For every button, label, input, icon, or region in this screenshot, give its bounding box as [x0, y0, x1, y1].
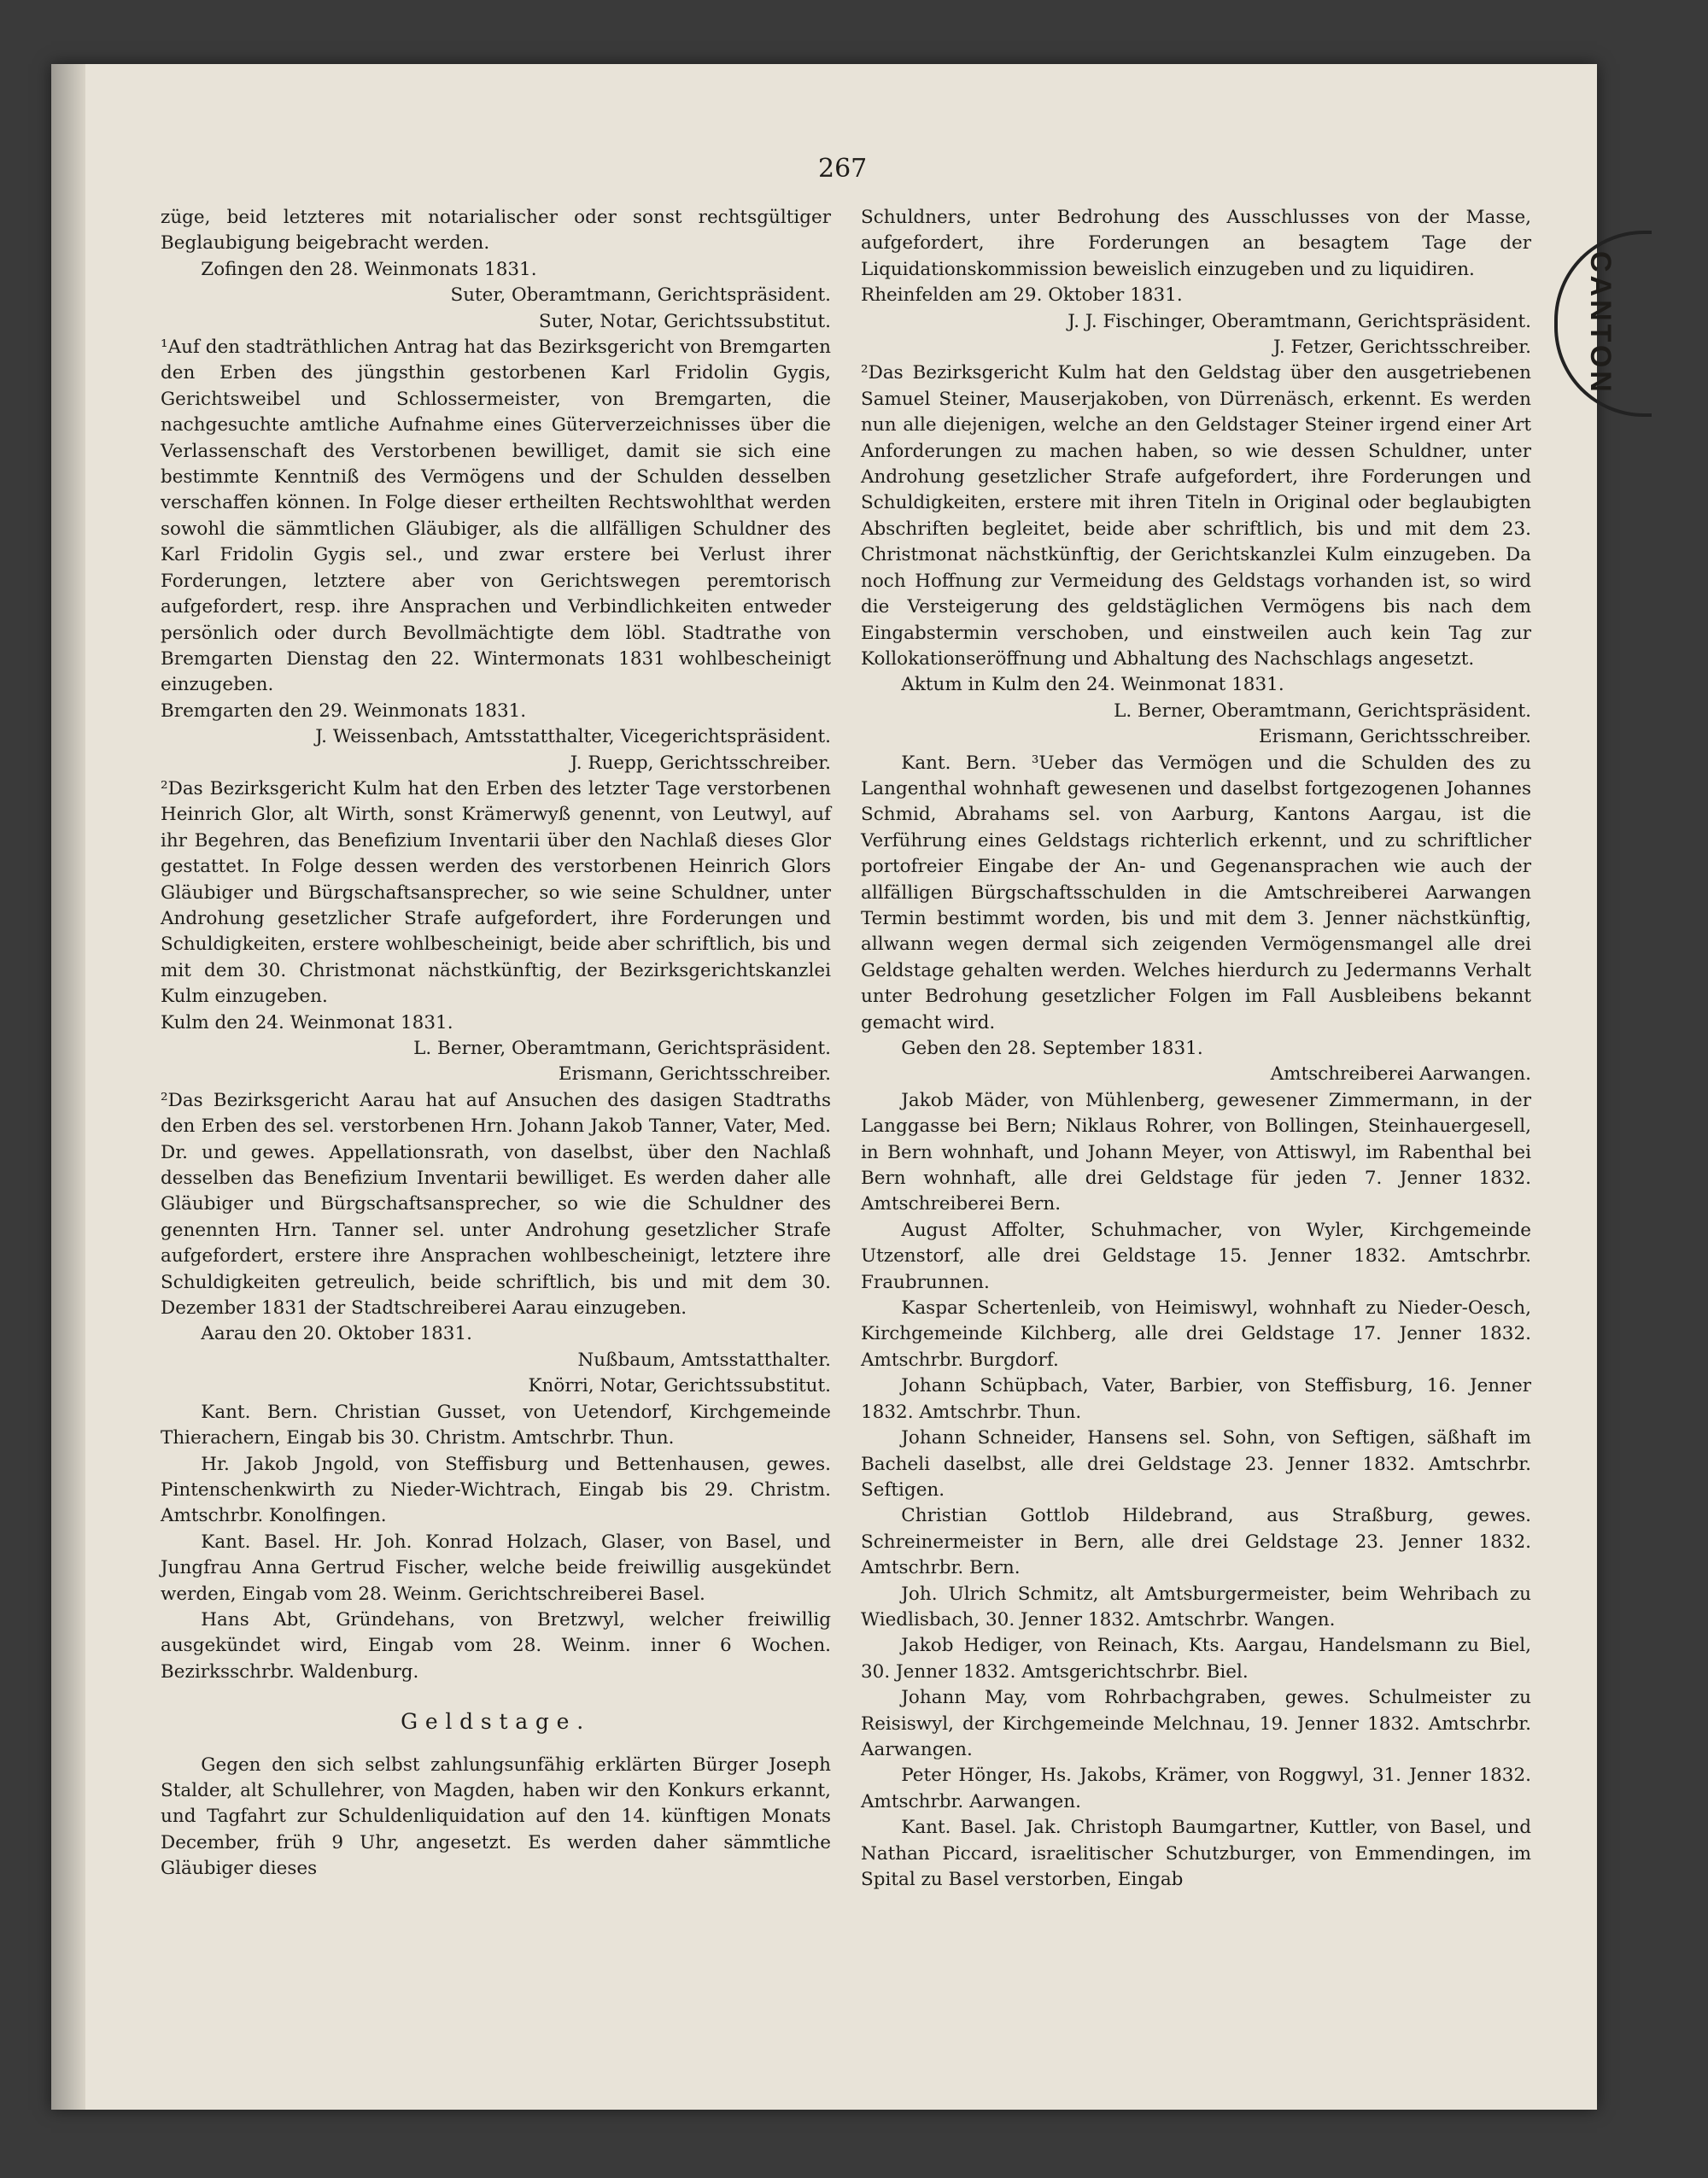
- text-paragraph: Jakob Mäder, von Mühlenberg, gewesener Zimmermann, in der Langgasse bei Bern; Niklaus Rohrer, von Bollingen, Steinhauergesell, in Bern wohnhaft, und Johann Meyer, von Attiswyl, im Rabenthal bei Bern wohnhaft, alle drei Geldstage für jeden 7. Jenner 1832. Amtschreiberei Bern.: [861, 1089, 1531, 1215]
- text-paragraph: Zofingen den 28. Weinmonats 1831.: [201, 258, 537, 280]
- text-paragraph: Johann Schüpbach, Vater, Barbier, von Steffisburg, 16. Jenner 1832. Amtschrbr. Thun.: [861, 1375, 1531, 1423]
- text-paragraph: August Affolter, Schuhmacher, von Wyler, Kirchgemeinde Utzenstorf, alle drei Geldstage 15. Jenner 1832. Amtschrbr. Fraubrunnen.: [861, 1219, 1531, 1293]
- text-paragraph: ²Das Bezirksgericht Kulm hat den Geldstag über den ausgetriebenen Samuel Steiner, Mauserjakoben, von Dürrenäsch, erkennt. Es werden nun alle diejenigen, welche an den Geldstager Steiner irgend einer Art Anforderungen zu machen haben, so wie dessen Schuldner, unter Androhung gesetzlicher Strafe aufgefordert, ihre Forderungen und Schuldigkeiten, erstere mit ihren Titeln in Original oder beglaubigten Abschriften begleitet, beide aber schriftlich, bis und mit dem 23. Christmonat nächstkünftig, der Gerichtskanzlei Kulm einzugeben. Da noch Hoffnung zur Vermeidung des Geldstags vorhanden ist, so wird die Versteigerung des geldstäglichen Vermögens bis nach dem Eingabstermin verschoben, und einstweilen auch kein Tag zur Kollokationseröffnung und Abhaltung des Nachschlags angesetzt.: [861, 362, 1531, 670]
- text-paragraph: Hans Abt, Gründehans, von Bretzwyl, welcher freiwillig ausgekündet wird, Eingab vom 28. Weinm. inner 6 Wochen. Bezirksschrbr. Waldenburg.: [161, 1608, 831, 1683]
- text-paragraph: Aktum in Kulm den 24. Weinmonat 1831.: [901, 674, 1284, 696]
- stamp-text: CANTON: [1584, 251, 1617, 395]
- text-paragraph: ²Das Bezirksgericht Aarau hat auf Ansuchen des dasigen Stadtraths den Erben des sel. verstorbenen Hrn. Johann Jakob Tanner, Vater, Med. Dr. und gewes. Appellationsrath, von daselbst, über den Nachlaß desselben das Benefizium Inventarii bewilliget. Es werden daher alle Gläubiger und Bürgschaftsansprecher, so wie die Schuldner des genennten Hrn. Tanner sel. unter Androhung gesetzlicher Strafe aufgefordert, erstere ihre Ansprachen wohlbescheinigt, letztere ihre Schuldigkeiten getreulich, beide schriftlich, bis und mit dem 30. Dezember 1831 der Stadtschreiberei Aarau einzugeben.: [161, 1089, 831, 1320]
- text-paragraph: Rheinfelden am 29. Oktober 1831.: [861, 284, 1183, 307]
- text-paragraph: Joh. Ulrich Schmitz, alt Amtsburgermeister, beim Wehribach zu Wiedlisbach, 30. Jenner 1832. Amtschrbr. Wangen.: [861, 1583, 1531, 1631]
- canton-stamp: [1554, 231, 1652, 417]
- text-paragraph: züge, beid letzteres mit notarialischer oder sonst rechtsgültiger Beglaubigung beigebracht werden.: [161, 207, 831, 255]
- text-paragraph: Bremgarten den 29. Weinmonats 1831.: [161, 700, 527, 722]
- text-paragraph: Gegen den sich selbst zahlungsunfähig erklärten Bürger Joseph Stalder, alt Schullehrer, von Magden, haben wir den Konkurs erkannt, und Tagfahrt zur Schuldenliquidation auf den 14. künftigen Monats December, früh 9 Uhr, angesetzt. Es werden daher sämmtliche Gläubiger dieses: [161, 1754, 831, 1880]
- text-paragraph: Kaspar Schertenleib, von Heimiswyl, wohnhaft zu Nieder-Oesch, Kirchgemeinde Kilchberg, alle drei Geldstage 17. Jenner 1832. Amtschrbr. Burgdorf.: [861, 1297, 1531, 1371]
- signature-line: J. Fetzer, Gerichtsschreiber.: [1272, 337, 1531, 359]
- text-paragraph: Aarau den 20. Oktober 1831.: [201, 1323, 472, 1345]
- text-paragraph: Kant. Basel. Hr. Joh. Konrad Holzach, Glaser, von Basel, und Jungfrau Anna Gertrud Fischer, welche beide freiwillig ausgekündet werden, Eingab vom 28. Weinm. Gerichtschreiberei Basel.: [161, 1531, 831, 1605]
- text-paragraph: Geben den 28. September 1831.: [901, 1038, 1203, 1059]
- text-paragraph: Johann Schneider, Hansens sel. Sohn, von Seftigen, säßhaft im Bacheli daselbst, alle drei Geldstage 23. Jenner 1832. Amtschrbr. Seftigen.: [861, 1427, 1531, 1501]
- text-paragraph: ¹Auf den stadträthlichen Antrag hat das Bezirksgericht von Bremgarten den Erben des jüngsthin gestorbenen Karl Fridolin Gygis, Gerichtsweibel und Schlossermeister, von Bremgarten, die nachgesuchte amtliche Aufnahme eines Güterverzeichnisses über die Verlassenschaft des Verstorbenen bewilliget, damit sie sich eine bestimmte Kenntniß des Vermögens und der Schulden desselben verschaffen können. In Folge dieser ertheilten Rechtswohlthat werden sowohl die sämmtlichen Gläubiger, als die allfälligen Schuldner des Karl Fridolin Gygis sel., und zwar erstere bei Verlust ihrer Forderungen, letztere aber von Gerichtswegen peremtorisch aufgefordert, resp. ihre Ansprachen und Verbindlichkeiten entweder persönlich oder durch Bevollmächtigte dem löbl. Stadtrathe von Bremgarten Dienstag den 22. Wintermonats 1831 wohlbescheinigt einzugeben.: [161, 337, 831, 696]
- signature-line: Nußbaum, Amtsstatthalter.: [577, 1349, 831, 1371]
- text-paragraph: Christian Gottlob Hildebrand, aus Straßburg, gewes. Schreinermeister in Bern, alle drei Geldstage 23. Jenner 1832. Amtschrbr. Bern.: [861, 1505, 1531, 1579]
- signature-line: J. Ruepp, Gerichtsschreiber.: [570, 752, 831, 774]
- page-number: 267: [818, 154, 868, 184]
- signature-line: Suter, Oberamtmann, Gerichtspräsident.: [450, 284, 831, 307]
- text-paragraph: Schuldners, unter Bedrohung des Ausschlusses von der Masse, aufgefordert, ihre Forderungen an besagtem Tage der Liquidationskommission beweislich einzugeben und zu liquidiren.: [861, 207, 1531, 280]
- signature-line: J. J. Fischinger, Oberamtmann, Gerichtspräsident.: [1068, 310, 1531, 332]
- right-column: [861, 205, 1531, 1893]
- text-paragraph: Jakob Hediger, von Reinach, Kts. Aargau, Handelsmann zu Biel, 30. Jenner 1832. Amtsgerichtschrbr. Biel.: [861, 1635, 1531, 1683]
- text-paragraph: Hr. Jakob Jngold, von Steffisburg und Bettenhausen, gewes. Pintenschenkwirth zu Nieder-Wichtrach, Eingab bis 29. Christm. Amtschrbr. Konolfingen.: [161, 1453, 831, 1527]
- page-gutter-shadow: [51, 64, 85, 2110]
- signature-line: Suter, Notar, Gerichtssubstitut.: [538, 310, 831, 332]
- text-paragraph: ²Das Bezirksgericht Kulm hat den Erben des letzter Tage verstorbenen Heinrich Glor, alt Wirth, sonst Krämerwyß genennt, von Leutwyl, auf ihr Begehren, das Benefizium Inventarii über den Nachlaß dieses Glor gestattet. In Folge dessen werden des verstorbenen Heinrich Glors Gläubiger und Bürgschaftsansprecher, so wie seine Schuldner, unter Androhung gesetzlicher Strafe aufgefordert, ihre Forderungen und Schuldigkeiten, erstere wohlbescheinigt, beide aber schriftlich, bis und mit dem 30. Christmonat nächstkünftig, der Bezirksgerichtskanzlei Kulm einzugeben.: [161, 777, 831, 1008]
- left-column: [161, 205, 831, 1882]
- signature-line: Erismann, Gerichtsschreiber.: [558, 1063, 831, 1086]
- signature-line: L. Berner, Oberamtmann, Gerichtspräsident.: [413, 1038, 831, 1059]
- text-paragraph: Peter Hönger, Hs. Jakobs, Krämer, von Roggwyl, 31. Jenner 1832. Amtschrbr. Aarwangen.: [861, 1765, 1531, 1812]
- text-paragraph: Johann May, vom Rohrbachgraben, gewes. Schulmeister zu Reisiswyl, der Kirchgemeinde Melchnau, 19. Jenner 1832. Amtschrbr. Aarwangen.: [861, 1687, 1531, 1760]
- signature-line: Amtschreiberei Aarwangen.: [1270, 1063, 1531, 1086]
- text-paragraph: Kant. Basel. Jak. Christoph Baumgartner, Kuttler, von Basel, und Nathan Piccard, israelitischer Schutzburger, von Emmendingen, im Spital zu Basel verstorben, Eingab: [861, 1817, 1531, 1890]
- signature-line: J. Weissenbach, Amtsstatthalter, Vicegerichtspräsident.: [315, 726, 831, 748]
- text-paragraph: Kulm den 24. Weinmonat 1831.: [161, 1011, 453, 1033]
- signature-line: Knörri, Notar, Gerichtssubstitut.: [528, 1375, 831, 1397]
- signature-line: L. Berner, Oberamtmann, Gerichtspräsident.: [1114, 700, 1531, 722]
- text-paragraph: Kant. Bern. ³Ueber das Vermögen und die Schulden des zu Langenthal wohnhaft gewesenen und daselbst fortgezogenen Johannes Schmid, Abrahams sel. von Aarburg, Kantons Aargau, ist die Verführung eines Geldstags richterlich erkennt, und zu schriftlicher portofreier Eingabe der An- und Gegenansprachen wie auch der allfälligen Bürgschaftsschulden in die Amtschreiberei Aarwangen Termin bestimmt worden, bis und mit dem 3. Jenner nächstkünftig, allwann wegen dermal sich zeigenden Vermögensmangel alle drei Geldstage gehalten werden. Welches hierdurch zu Jedermanns Verhalt unter Bedrohung gesetzlicher Folgen im Fall Ausbleibens bekannt gemacht wird.: [861, 752, 1531, 1033]
- section-heading: Geldstage.: [401, 1709, 591, 1735]
- signature-line: Erismann, Gerichtsschreiber.: [1258, 726, 1531, 748]
- text-paragraph: Kant. Bern. Christian Gusset, von Uetendorf, Kirchgemeinde Thierachern, Eingab bis 30. Christm. Amtschrbr. Thun.: [161, 1401, 831, 1449]
